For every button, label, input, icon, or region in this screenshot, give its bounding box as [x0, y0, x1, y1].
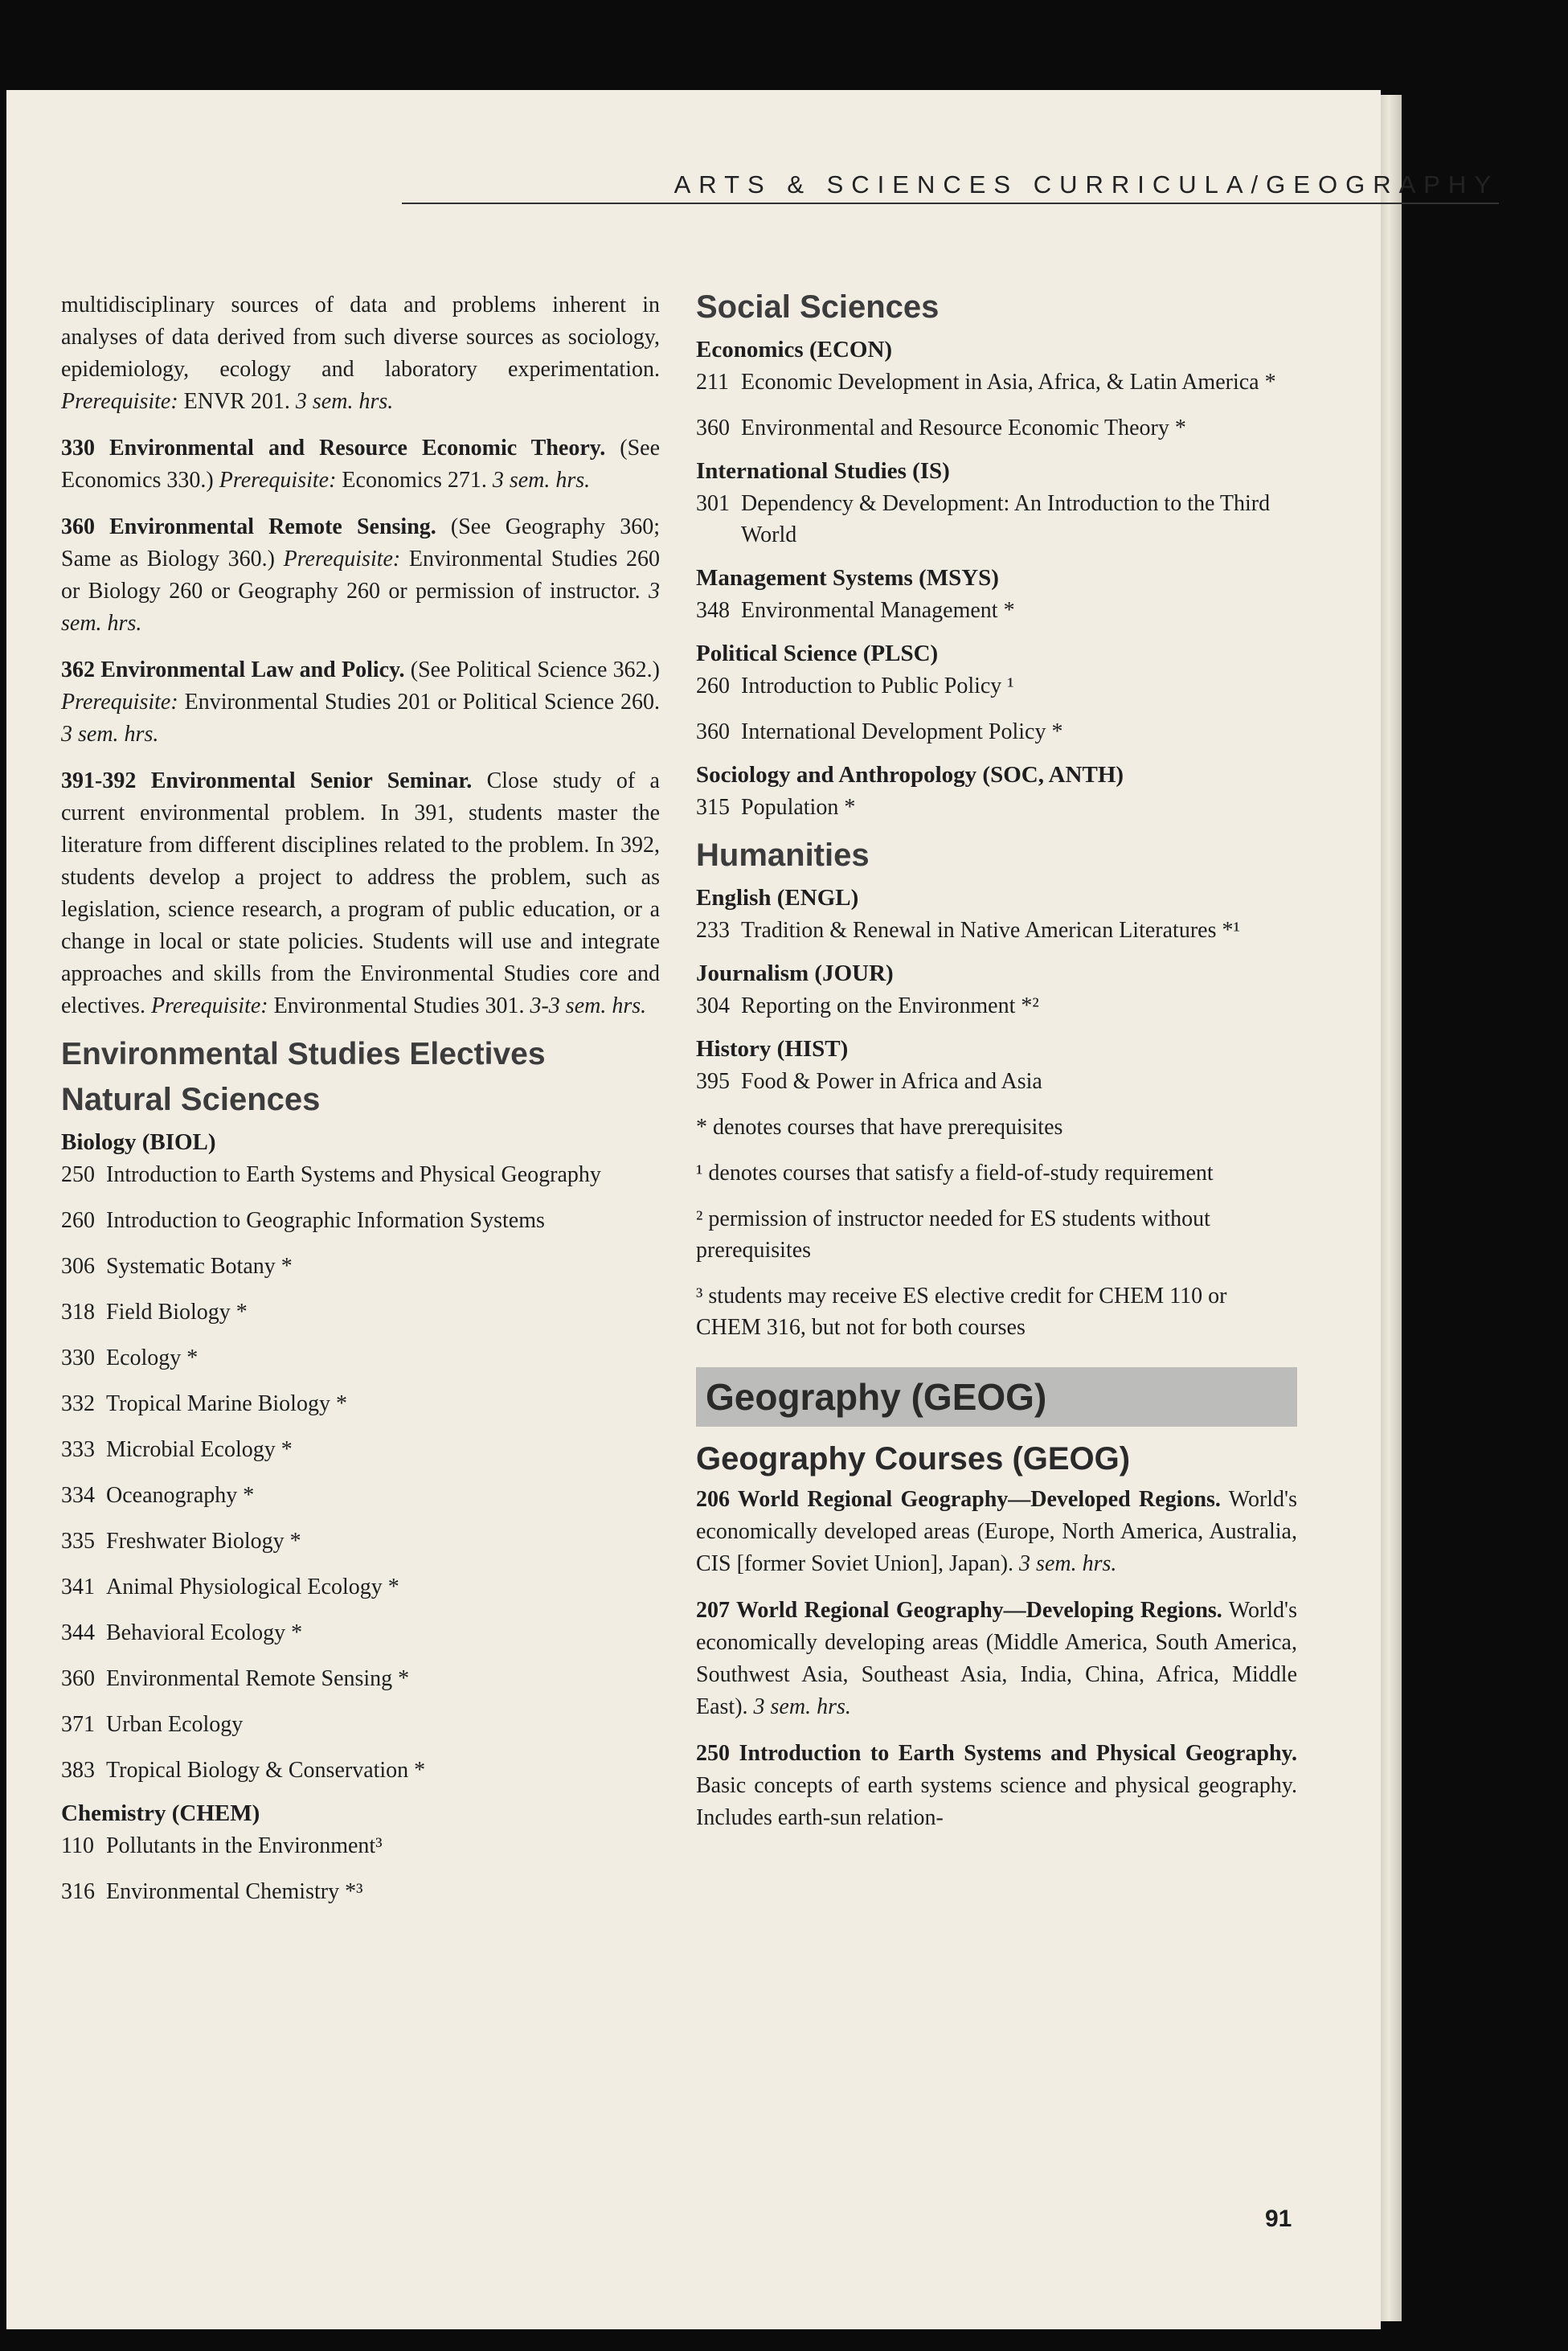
footnote: ³ students may receive ES elective credit for CHEM 110 or CHEM 316, but not for both courses	[696, 1284, 1227, 1340]
page-edge	[1381, 95, 1402, 2321]
course-391-392: 391-392 Environmental Senior Seminar. Close study of a current environmental problem. In 391, students master the literature from different disciplines related to the problem. In 392, students develop a project to address the problem, such as legislation, science research, a program of public education, or a change in local or state policies. Students will use and integrate approaches and skills from the Environmental Studies core and electives. Prerequisite: Environmental Studies 301. 3-3 sem. hrs.	[61, 768, 660, 1018]
footnote: ¹ denotes courses that satisfy a field-of-study requirement	[696, 1161, 1214, 1186]
list-item: 344 Behavioral Ecology *	[61, 1620, 303, 1645]
list-item: 330 Ecology *	[61, 1345, 199, 1370]
international-label: International Studies (IS)	[696, 458, 950, 484]
list-item: 110 Pollutants in the Environment³	[61, 1833, 383, 1858]
intro-paragraph: multidisciplinary sources of data and problems inherent in analyses of data derived from such diverse sources as sociology, epidemiology, ecology and laboratory experimentation. Prerequisite: ENVR 201. 3 sem. hrs.	[61, 293, 660, 414]
english-label: English (ENGL)	[696, 885, 859, 911]
economics-label: Economics (ECON)	[696, 337, 893, 362]
course-207: 207 World Regional Geography—Developing Regions. World's economically developing areas (Middle America, South America, Southwest Asia, Southeast Asia, India, China, Africa, Middle East). 3 sem. hrs.	[696, 1598, 1297, 1719]
list-item: 360 International Development Policy *	[696, 719, 1063, 744]
sociology-label: Sociology and Anthropology (SOC, ANTH)	[696, 762, 1124, 788]
list-item: 395 Food & Power in Africa and Asia	[696, 1069, 1042, 1094]
list-item: 260 Introduction to Geographic Information Systems	[61, 1208, 545, 1233]
running-header: ARTS & SCIENCES CURRICULA/GEOGRAPHY	[402, 167, 1499, 204]
political-label: Political Science (PLSC)	[696, 641, 939, 666]
list-item: 335 Freshwater Biology *	[61, 1529, 301, 1554]
list-item: 250 Introduction to Earth Systems and Physical Geography	[61, 1162, 601, 1187]
list-item: 304 Reporting on the Environment *²	[696, 993, 1039, 1018]
list-item: 333 Microbial Ecology *	[61, 1437, 293, 1462]
list-item: 332 Tropical Marine Biology *	[61, 1391, 347, 1416]
page-number: 91	[1265, 2206, 1292, 2232]
list-item: 371 Urban Ecology	[61, 1712, 244, 1737]
list-item: 233 Tradition & Renewal in Native American Literatures *¹	[696, 918, 1240, 943]
course-250: 250 Introduction to Earth Systems and Physical Geography. Basic concepts of earth systems science and physical geography. Includes earth-sun relation-	[696, 1741, 1297, 1830]
management-label: Management Systems (MSYS)	[696, 565, 999, 591]
list-item: 318 Field Biology *	[61, 1300, 248, 1325]
list-item: 316 Environmental Chemistry *³	[61, 1879, 363, 1904]
chemistry-label: Chemistry (CHEM)	[61, 1800, 260, 1826]
history-label: History (HIST)	[696, 1036, 849, 1062]
course-330: 330 Environmental and Resource Economic Theory. (See Economics 330.) Prerequisite: Economics 271. 3 sem. hrs.	[61, 436, 660, 493]
list-item: 334 Oceanography *	[61, 1483, 255, 1508]
biology-list	[61, 1159, 660, 1786]
list-item: 260 Introduction to Public Policy ¹	[696, 674, 1014, 698]
course-360: 360 Environmental Remote Sensing. (See Geography 360; Same as Biology 360.) Prerequisite: Environmental Studies 260 or Biology 260 or Geography 260 or permission of instructor. 3 sem. hrs.	[61, 514, 660, 636]
list-item: 348 Environmental Management *	[696, 598, 1015, 623]
electives-heading: Environmental Studies Electives	[61, 1037, 546, 1071]
natural-sciences-heading: Natural Sciences	[61, 1082, 321, 1117]
social-sciences-heading: Social Sciences	[696, 289, 940, 325]
right-column	[696, 289, 1297, 1849]
list-item: 360 Environmental and Resource Economic Theory *	[696, 416, 1186, 440]
biology-label: Biology (BIOL)	[61, 1129, 216, 1155]
chemistry-list	[61, 1830, 660, 1907]
list-item: 211 Economic Development in Asia, Africa, & Latin America *	[696, 370, 1276, 395]
course-362: 362 Environmental Law and Policy. (See Political Science 362.) Prerequisite: Environmental Studies 201 or Political Science 260. 3 sem. hrs.	[61, 657, 660, 747]
list-item: 341 Animal Physiological Ecology *	[61, 1575, 399, 1599]
humanities-heading: Humanities	[696, 838, 870, 873]
footnote: * denotes courses that have prerequisites	[696, 1115, 1063, 1140]
list-item: 315 Population *	[696, 795, 856, 820]
journalism-label: Journalism (JOUR)	[696, 960, 894, 986]
list-item: 360 Environmental Remote Sensing *	[61, 1666, 410, 1691]
list-item: 301 Dependency & Development: An Introduction to the Third World	[696, 491, 1271, 547]
course-206: 206 World Regional Geography—Developed Regions. World's economically developed areas (Europe, North America, Australia, CIS [former Soviet Union], Japan). 3 sem. hrs.	[696, 1487, 1297, 1576]
list-item: 383 Tropical Biology & Conservation *	[61, 1758, 426, 1783]
left-column	[61, 289, 660, 1922]
list-item: 306 Systematic Botany *	[61, 1254, 293, 1279]
footnote: ² permission of instructor needed for ES students without prerequisites	[696, 1206, 1210, 1263]
geography-banner: Geography (GEOG)	[696, 1367, 1297, 1427]
geography-courses-heading: Geography Courses (GEOG)	[696, 1441, 1131, 1477]
